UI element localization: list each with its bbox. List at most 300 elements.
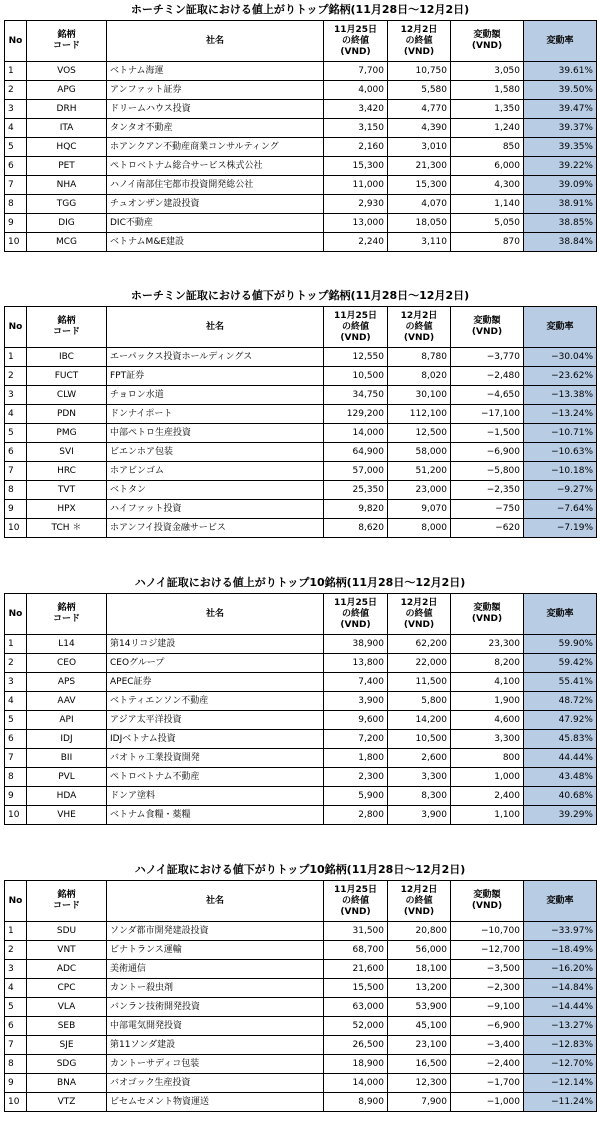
company-name: ベトナム食糧・薬糧 (107, 806, 324, 825)
table-row (5, 1093, 597, 1112)
price-nov25: 57,000 (324, 462, 388, 481)
price-dec2: 9,070 (388, 500, 451, 519)
table-row (5, 348, 597, 367)
change-amount: 1,000 (451, 768, 524, 787)
table-row (5, 195, 597, 214)
company-name: タンタオ不動産 (107, 119, 324, 138)
price-nov25: 13,800 (324, 654, 388, 673)
price-dec2: 4,390 (388, 119, 451, 138)
stock-code: NHA (27, 176, 107, 195)
row-no: 7 (5, 176, 27, 195)
company-name: エーパックス投資ホールディングス (107, 348, 324, 367)
stock-code: AAV (27, 692, 107, 711)
stock-code: SEB (27, 1017, 107, 1036)
price-nov25: 15,500 (324, 979, 388, 998)
stock-code: VOS (27, 62, 107, 81)
stock-table (4, 306, 597, 538)
table-row (5, 806, 597, 825)
row-no: 1 (5, 62, 27, 81)
company-name: ベトタン (107, 481, 324, 500)
table-row (5, 1055, 597, 1074)
company-name: IDJベトナム投資 (107, 730, 324, 749)
header-price-dec2: 12月2日 の終値 (VND) (388, 881, 451, 922)
company-name: ハイファット投資 (107, 500, 324, 519)
change-rate: 59.42% (524, 654, 597, 673)
row-no: 8 (5, 1055, 27, 1074)
stock-code: VNT (27, 941, 107, 960)
stock-code: FUCT (27, 367, 107, 386)
stock-code: ADC (27, 960, 107, 979)
header-no: No (5, 307, 27, 348)
change-rate: −14.84% (524, 979, 597, 998)
row-no: 9 (5, 500, 27, 519)
price-nov25: 31,500 (324, 922, 388, 941)
change-amount: 850 (451, 138, 524, 157)
price-nov25: 7,200 (324, 730, 388, 749)
price-dec2: 112,100 (388, 405, 451, 424)
company-name: FPT証券 (107, 367, 324, 386)
change-amount: 4,100 (451, 673, 524, 692)
change-amount: 4,600 (451, 711, 524, 730)
price-nov25: 18,900 (324, 1055, 388, 1074)
table-row (5, 749, 597, 768)
price-nov25: 2,930 (324, 195, 388, 214)
price-dec2: 4,070 (388, 195, 451, 214)
row-no: 5 (5, 711, 27, 730)
table-row (5, 100, 597, 119)
price-dec2: 56,000 (388, 941, 451, 960)
row-no: 10 (5, 1093, 27, 1112)
price-nov25: 34,750 (324, 386, 388, 405)
change-amount: 6,000 (451, 157, 524, 176)
price-nov25: 3,900 (324, 692, 388, 711)
change-amount: −1,000 (451, 1093, 524, 1112)
company-name: 第14リコジ建設 (107, 635, 324, 654)
header-price-nov25: 11月25日 の終値 (VND) (324, 594, 388, 635)
change-rate: 39.22% (524, 157, 597, 176)
company-name: ビセムセメント物資運送 (107, 1093, 324, 1112)
row-no: 2 (5, 654, 27, 673)
section-title: ハノイ証取における値下がりトップ10銘柄(11月28日～12月2日) (134, 863, 466, 876)
header-name: 社名 (107, 594, 324, 635)
price-dec2: 23,000 (388, 481, 451, 500)
price-dec2: 14,200 (388, 711, 451, 730)
price-nov25: 1,800 (324, 749, 388, 768)
change-rate: −7.19% (524, 519, 597, 538)
change-amount: 1,580 (451, 81, 524, 100)
row-no: 6 (5, 443, 27, 462)
header-change: 変動額 (VND) (451, 881, 524, 922)
change-rate: −33.97% (524, 922, 597, 941)
price-nov25: 68,700 (324, 941, 388, 960)
change-amount: −10,700 (451, 922, 524, 941)
price-nov25: 5,900 (324, 787, 388, 806)
price-dec2: 10,750 (388, 62, 451, 81)
change-rate: −18.49% (524, 941, 597, 960)
table-row (5, 119, 597, 138)
price-dec2: 12,300 (388, 1074, 451, 1093)
stock-code: TGG (27, 195, 107, 214)
company-name: カントーサディコ包装 (107, 1055, 324, 1074)
table-row (5, 62, 597, 81)
change-amount: −620 (451, 519, 524, 538)
price-nov25: 15,300 (324, 157, 388, 176)
change-amount: 1,350 (451, 100, 524, 119)
stock-code: VTZ (27, 1093, 107, 1112)
table-row (5, 1036, 597, 1055)
section-title: ホーチミン証取における値下がりトップ銘柄(11月28日～12月2日) (130, 289, 470, 302)
change-amount: 1,100 (451, 806, 524, 825)
change-rate: −12.70% (524, 1055, 597, 1074)
row-no: 10 (5, 806, 27, 825)
header-price-dec2: 12月2日 の終値 (VND) (388, 21, 451, 62)
price-dec2: 15,300 (388, 176, 451, 195)
table-row (5, 960, 597, 979)
change-amount: −1,500 (451, 424, 524, 443)
price-nov25: 9,820 (324, 500, 388, 519)
company-name: ビナトランス運輸 (107, 941, 324, 960)
stock-code: APG (27, 81, 107, 100)
change-rate: 38.84% (524, 233, 597, 252)
company-name: アジア太平洋投資 (107, 711, 324, 730)
row-no: 3 (5, 100, 27, 119)
header-no: No (5, 881, 27, 922)
price-dec2: 5,800 (388, 692, 451, 711)
table-row (5, 386, 597, 405)
price-nov25: 7,700 (324, 62, 388, 81)
header-row (5, 881, 597, 922)
price-nov25: 63,000 (324, 998, 388, 1017)
company-name: バンラン技術開発投資 (107, 998, 324, 1017)
price-nov25: 9,600 (324, 711, 388, 730)
change-amount: −5,800 (451, 462, 524, 481)
row-no: 9 (5, 214, 27, 233)
table-row (5, 730, 597, 749)
company-name: 美術通信 (107, 960, 324, 979)
price-nov25: 2,240 (324, 233, 388, 252)
change-amount: −2,350 (451, 481, 524, 500)
price-dec2: 3,110 (388, 233, 451, 252)
company-name: ハノイ南部住宅都市投資開発総公社 (107, 176, 324, 195)
header-price-dec2: 12月2日 の終値 (VND) (388, 307, 451, 348)
change-amount: −3,500 (451, 960, 524, 979)
price-dec2: 4,770 (388, 100, 451, 119)
company-name: ドリームハウス投資 (107, 100, 324, 119)
table-row (5, 673, 597, 692)
table-row (5, 233, 597, 252)
change-rate: −13.38% (524, 386, 597, 405)
change-rate: −12.83% (524, 1036, 597, 1055)
table-row (5, 1074, 597, 1093)
change-rate: 39.61% (524, 62, 597, 81)
price-dec2: 3,900 (388, 806, 451, 825)
stock-code: DIG (27, 214, 107, 233)
price-dec2: 23,100 (388, 1036, 451, 1055)
price-nov25: 38,900 (324, 635, 388, 654)
row-no: 3 (5, 386, 27, 405)
price-nov25: 2,300 (324, 768, 388, 787)
row-no: 10 (5, 233, 27, 252)
change-rate: 48.72% (524, 692, 597, 711)
change-amount: −1,700 (451, 1074, 524, 1093)
header-rate: 変動率 (524, 21, 597, 62)
header-price-nov25: 11月25日 の終値 (VND) (324, 21, 388, 62)
change-amount: 8,200 (451, 654, 524, 673)
price-nov25: 10,500 (324, 367, 388, 386)
company-name: 第11ソンダ建設 (107, 1036, 324, 1055)
stock-code: CLW (27, 386, 107, 405)
header-name: 社名 (107, 21, 324, 62)
change-amount: −9,100 (451, 998, 524, 1017)
hcm-losers-section (4, 286, 596, 538)
price-nov25: 129,200 (324, 405, 388, 424)
company-name: ドンア塗料 (107, 787, 324, 806)
header-row (5, 594, 597, 635)
row-no: 4 (5, 119, 27, 138)
stock-code: DRH (27, 100, 107, 119)
price-dec2: 8,020 (388, 367, 451, 386)
price-nov25: 12,550 (324, 348, 388, 367)
change-rate: 39.29% (524, 806, 597, 825)
change-rate: 59.90% (524, 635, 597, 654)
change-rate: 43.48% (524, 768, 597, 787)
price-nov25: 3,150 (324, 119, 388, 138)
change-amount: −2,480 (451, 367, 524, 386)
row-no: 1 (5, 635, 27, 654)
price-nov25: 8,900 (324, 1093, 388, 1112)
stock-table (4, 593, 597, 825)
stock-code: SJE (27, 1036, 107, 1055)
row-no: 1 (5, 922, 27, 941)
price-dec2: 51,200 (388, 462, 451, 481)
stock-code: VLA (27, 998, 107, 1017)
header-rate: 変動率 (524, 307, 597, 348)
change-amount: −4,650 (451, 386, 524, 405)
price-nov25: 14,000 (324, 424, 388, 443)
stock-code: BII (27, 749, 107, 768)
price-dec2: 2,600 (388, 749, 451, 768)
header-change: 変動額 (VND) (451, 594, 524, 635)
price-nov25: 13,000 (324, 214, 388, 233)
change-rate: 39.09% (524, 176, 597, 195)
price-dec2: 22,000 (388, 654, 451, 673)
change-rate: 40.68% (524, 787, 597, 806)
company-name: ビエンホア包装 (107, 443, 324, 462)
row-no: 10 (5, 519, 27, 538)
change-rate: −14.44% (524, 998, 597, 1017)
table-row (5, 214, 597, 233)
table-row (5, 367, 597, 386)
row-no: 6 (5, 1017, 27, 1036)
table-row (5, 1017, 597, 1036)
row-no: 5 (5, 424, 27, 443)
change-rate: −11.24% (524, 1093, 597, 1112)
stock-code: TVT (27, 481, 107, 500)
row-no: 8 (5, 481, 27, 500)
change-amount: −17,100 (451, 405, 524, 424)
table-row (5, 941, 597, 960)
row-no: 5 (5, 998, 27, 1017)
change-amount: 1,240 (451, 119, 524, 138)
row-no: 3 (5, 960, 27, 979)
header-change: 変動額 (VND) (451, 21, 524, 62)
table-row (5, 176, 597, 195)
change-amount: −6,900 (451, 1017, 524, 1036)
table-row (5, 81, 597, 100)
change-amount: 800 (451, 749, 524, 768)
row-no: 7 (5, 1036, 27, 1055)
company-name: ベトティエンソン不動産 (107, 692, 324, 711)
table-row (5, 654, 597, 673)
stock-code: MCG (27, 233, 107, 252)
change-rate: 55.41% (524, 673, 597, 692)
change-rate: −10.63% (524, 443, 597, 462)
table-row (5, 787, 597, 806)
header-code: 銘柄 コード (27, 594, 107, 635)
header-code: 銘柄 コード (27, 307, 107, 348)
header-change: 変動額 (VND) (451, 307, 524, 348)
stock-code: PMG (27, 424, 107, 443)
header-code: 銘柄 コード (27, 21, 107, 62)
company-name: APEC証券 (107, 673, 324, 692)
row-no: 7 (5, 749, 27, 768)
row-no: 3 (5, 673, 27, 692)
stock-code: HRC (27, 462, 107, 481)
price-dec2: 3,300 (388, 768, 451, 787)
row-no: 2 (5, 81, 27, 100)
company-name: チュオンザン建設投資 (107, 195, 324, 214)
price-nov25: 21,600 (324, 960, 388, 979)
company-name: ペトロベトナム総合サービス株式公社 (107, 157, 324, 176)
price-nov25: 2,160 (324, 138, 388, 157)
stock-code: BNA (27, 1074, 107, 1093)
header-price-dec2: 12月2日 の終値 (VND) (388, 594, 451, 635)
change-amount: −6,900 (451, 443, 524, 462)
price-dec2: 21,300 (388, 157, 451, 176)
stock-code: APS (27, 673, 107, 692)
change-rate: 45.83% (524, 730, 597, 749)
company-name: ホアンフイ投資金融サービス (107, 519, 324, 538)
header-no: No (5, 594, 27, 635)
stock-code: IDJ (27, 730, 107, 749)
stock-code: TCH ＊ (27, 519, 107, 538)
header-name: 社名 (107, 881, 324, 922)
header-row (5, 307, 597, 348)
change-amount: −12,700 (451, 941, 524, 960)
change-rate: −13.24% (524, 405, 597, 424)
price-dec2: 58,000 (388, 443, 451, 462)
hcm-gainers-section (4, 0, 596, 252)
change-amount: −2,400 (451, 1055, 524, 1074)
price-dec2: 12,500 (388, 424, 451, 443)
row-no: 5 (5, 138, 27, 157)
table-row (5, 635, 597, 654)
header-no: No (5, 21, 27, 62)
price-dec2: 11,500 (388, 673, 451, 692)
table-row (5, 481, 597, 500)
price-dec2: 18,100 (388, 960, 451, 979)
change-rate: 47.92% (524, 711, 597, 730)
row-no: 2 (5, 367, 27, 386)
stock-code: ITA (27, 119, 107, 138)
company-name: ホアビンゴム (107, 462, 324, 481)
stock-code: SVI (27, 443, 107, 462)
price-dec2: 8,000 (388, 519, 451, 538)
header-code: 銘柄 コード (27, 881, 107, 922)
header-rate: 変動率 (524, 881, 597, 922)
row-no: 4 (5, 692, 27, 711)
company-name: チョロン水道 (107, 386, 324, 405)
change-rate: 38.91% (524, 195, 597, 214)
company-name: ペトロベトナム不動産 (107, 768, 324, 787)
price-dec2: 53,900 (388, 998, 451, 1017)
change-rate: 39.37% (524, 119, 597, 138)
price-dec2: 5,580 (388, 81, 451, 100)
company-name: ベトナムM&E建設 (107, 233, 324, 252)
price-dec2: 16,500 (388, 1055, 451, 1074)
change-amount: 2,400 (451, 787, 524, 806)
change-rate: −9.27% (524, 481, 597, 500)
table-row (5, 768, 597, 787)
change-amount: −3,770 (451, 348, 524, 367)
company-name: ソンダ都市開発建設投資 (107, 922, 324, 941)
price-dec2: 8,780 (388, 348, 451, 367)
price-nov25: 4,000 (324, 81, 388, 100)
change-amount: 3,300 (451, 730, 524, 749)
header-price-nov25: 11月25日 の終値 (VND) (324, 307, 388, 348)
change-amount: 1,900 (451, 692, 524, 711)
stock-code: CEO (27, 654, 107, 673)
row-no: 6 (5, 157, 27, 176)
price-nov25: 8,620 (324, 519, 388, 538)
price-nov25: 3,420 (324, 100, 388, 119)
price-nov25: 52,000 (324, 1017, 388, 1036)
table-row (5, 998, 597, 1017)
row-no: 8 (5, 195, 27, 214)
change-rate: 39.35% (524, 138, 597, 157)
change-rate: −16.20% (524, 960, 597, 979)
change-rate: −7.64% (524, 500, 597, 519)
table-row (5, 443, 597, 462)
company-name: DIC不動産 (107, 214, 324, 233)
price-dec2: 30,100 (388, 386, 451, 405)
change-rate: −30.04% (524, 348, 597, 367)
stock-code: SDU (27, 922, 107, 941)
table-row (5, 692, 597, 711)
company-name: ホアンクアン不動産商業コンサルティング (107, 138, 324, 157)
stock-code: CPC (27, 979, 107, 998)
stock-code: VHE (27, 806, 107, 825)
change-amount: 5,050 (451, 214, 524, 233)
stock-code: PET (27, 157, 107, 176)
company-name: アンファット証券 (107, 81, 324, 100)
table-row (5, 424, 597, 443)
row-no: 4 (5, 979, 27, 998)
change-rate: 44.44% (524, 749, 597, 768)
row-no: 2 (5, 941, 27, 960)
row-no: 7 (5, 462, 27, 481)
header-price-nov25: 11月25日 の終値 (VND) (324, 881, 388, 922)
table-row (5, 138, 597, 157)
company-name: バオトゥ工業投資開発 (107, 749, 324, 768)
row-no: 8 (5, 768, 27, 787)
company-name: CEOグループ (107, 654, 324, 673)
row-no: 1 (5, 348, 27, 367)
table-row (5, 157, 597, 176)
change-rate: −12.14% (524, 1074, 597, 1093)
stock-code: SDG (27, 1055, 107, 1074)
table-row (5, 922, 597, 941)
